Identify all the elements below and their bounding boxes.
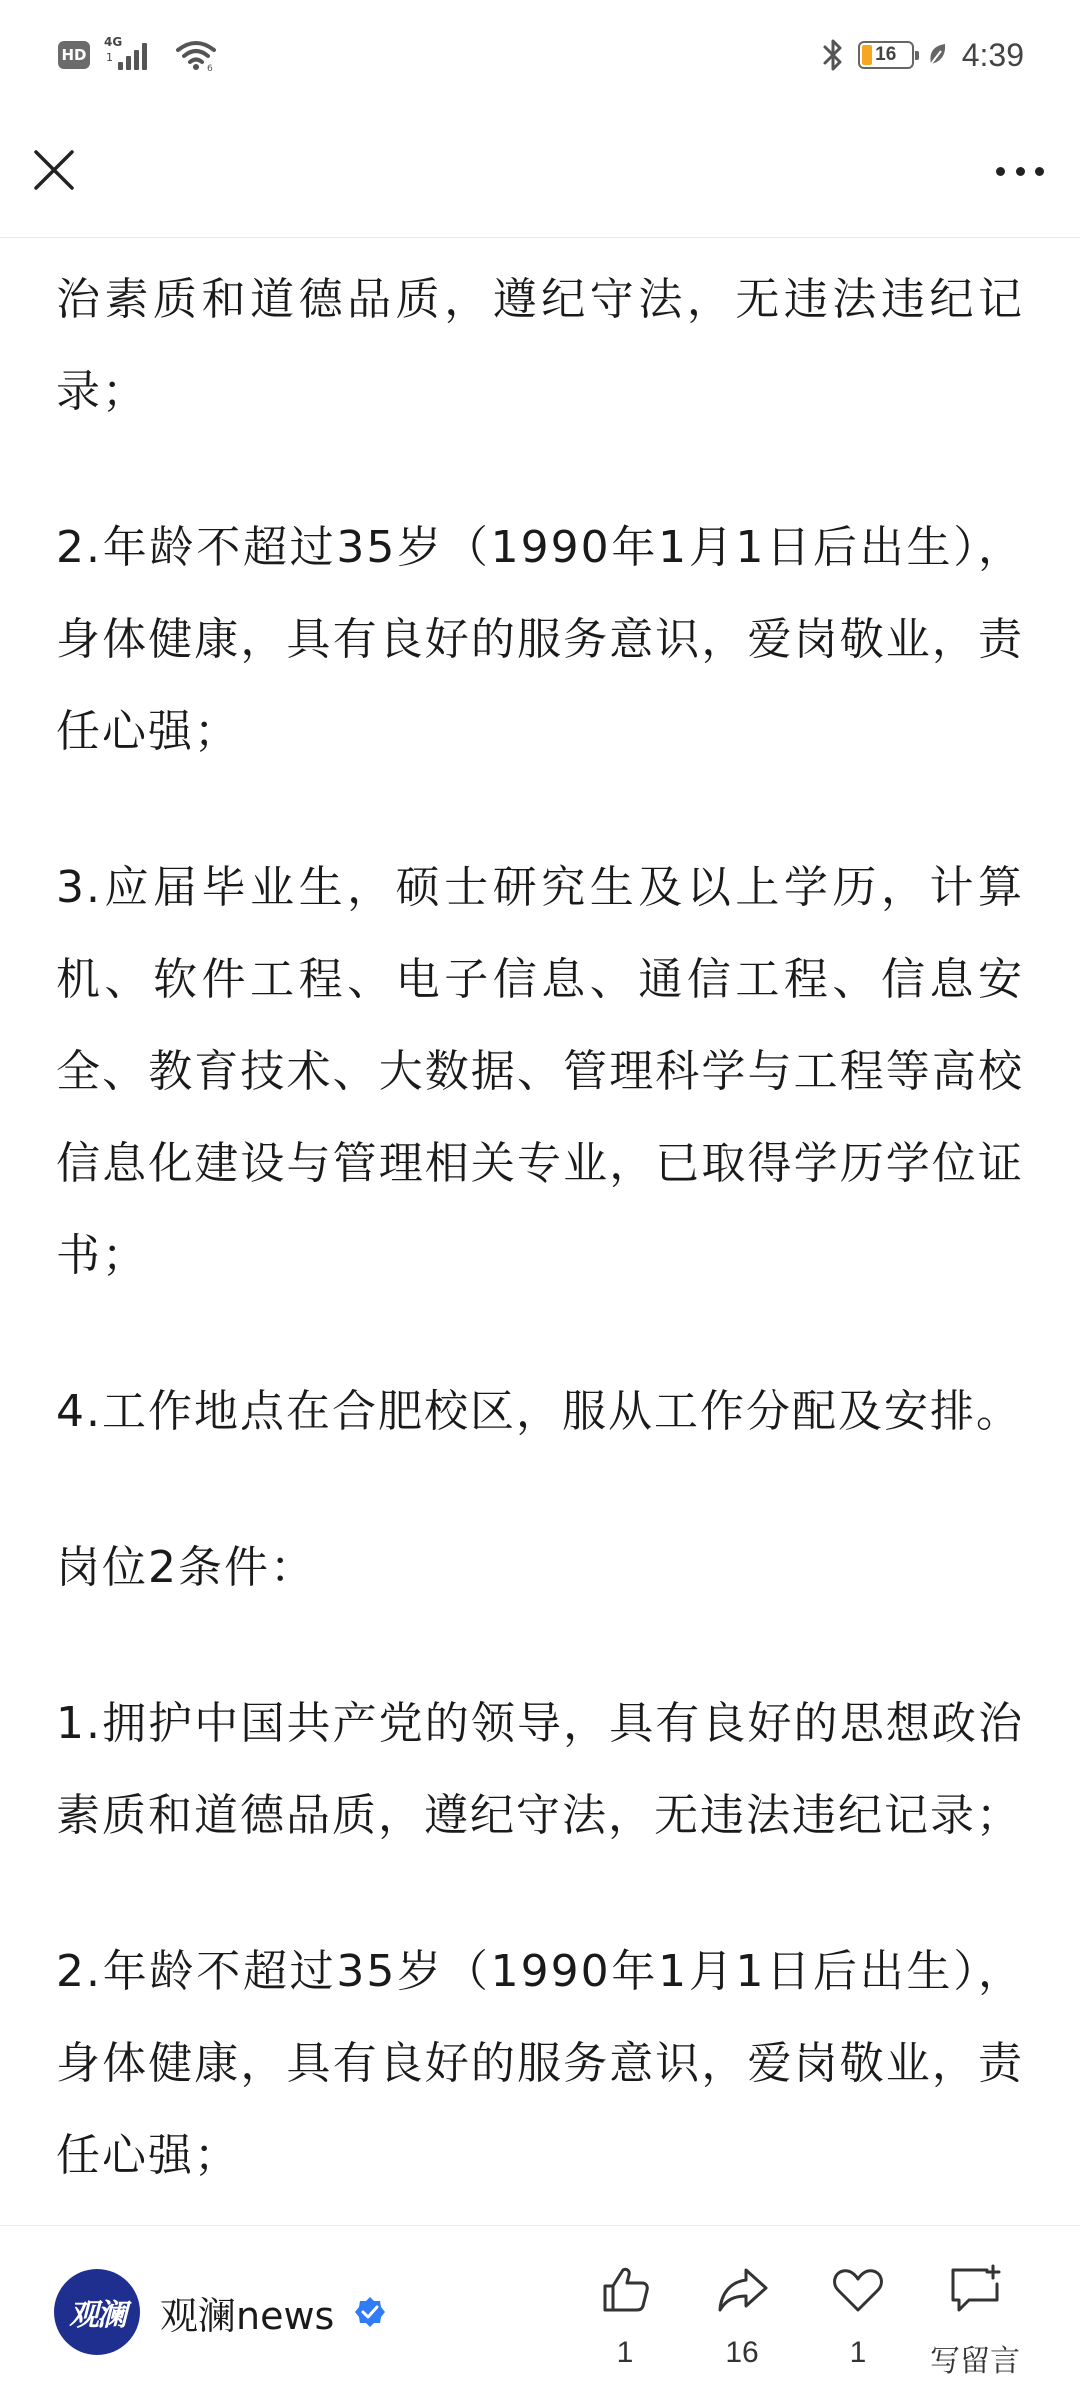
article-body	[56, 238, 1024, 2225]
share-arrow-icon	[714, 2262, 770, 2318]
status-right	[822, 37, 1024, 74]
write-comment-button[interactable]	[905, 2262, 1045, 2380]
close-icon	[30, 146, 78, 194]
like-count: 1	[616, 2336, 634, 2369]
hd-badge: HD	[58, 41, 90, 69]
more-dot	[1035, 167, 1044, 176]
battery-fill	[862, 45, 872, 65]
more-options-button[interactable]	[990, 148, 1050, 194]
section-heading: 岗位2条件：	[56, 1542, 316, 1593]
close-button[interactable]	[30, 146, 78, 194]
status-left	[58, 35, 218, 72]
favorite-count: 1	[849, 2336, 867, 2369]
status-bar	[0, 0, 1080, 110]
comment-add-icon	[947, 2262, 1003, 2318]
article-paragraph: 治素质和道德品质，遵纪守法，无违法违纪记录；	[56, 274, 1024, 417]
network-sim-label: 1	[106, 51, 113, 64]
bluetooth-icon	[822, 37, 844, 73]
article-paragraph: 3.应届毕业生，硕士研究生及以上学历，计算机、软件工程、电子信息、通信工程、信息安全、教育技术、大数据、管理科学与工程等高校信息化建设与管理相关专业，已取得学历学位证书；	[56, 862, 1024, 1281]
network-type-label: 4G	[104, 35, 123, 49]
verified-badge-icon	[354, 2296, 386, 2328]
article-paragraph: 2.年龄不超过35岁（1990年1月1日后出生），身体健康，具有良好的服务意识，爱岗敬业，责任心强；	[56, 522, 1024, 757]
article-paragraph: 2.年龄不超过35岁（1990年1月1日后出生），身体健康，具有良好的服务意识，爱岗敬业，责任心强；	[56, 1946, 1024, 2181]
wifi-icon	[174, 38, 218, 72]
favorite-button[interactable]	[808, 2262, 908, 2370]
thumbs-up-icon	[597, 2262, 653, 2318]
more-dot	[1016, 167, 1025, 176]
cellular-signal-icon	[104, 35, 160, 72]
share-button[interactable]	[692, 2262, 792, 2370]
write-comment-label: 写留言	[930, 2344, 1020, 2379]
share-count: 16	[725, 2336, 759, 2369]
top-navigation-bar	[0, 110, 1080, 238]
author-avatar[interactable]: 观澜	[54, 2269, 140, 2355]
article-paragraph: 4.工作地点在合肥校区，服从工作分配及安排。	[56, 1386, 1022, 1437]
power-saving-leaf-icon	[928, 42, 948, 68]
heart-icon	[830, 2262, 886, 2318]
author-name[interactable]: 观澜news	[160, 2293, 335, 2338]
bottom-action-bar	[0, 2225, 1080, 2388]
article-paragraph: 1.拥护中国共产党的领导，具有良好的思想政治素质和道德品质，遵纪守法，无违法违纪记录；	[56, 1698, 1024, 1841]
more-dot	[996, 167, 1005, 176]
battery-level: 16	[875, 44, 897, 65]
svg-text:6: 6	[207, 64, 213, 72]
like-button[interactable]	[575, 2262, 675, 2370]
author-profile[interactable]	[54, 2269, 386, 2355]
battery-indicator	[858, 41, 914, 69]
clock: 4:39	[961, 36, 1024, 73]
